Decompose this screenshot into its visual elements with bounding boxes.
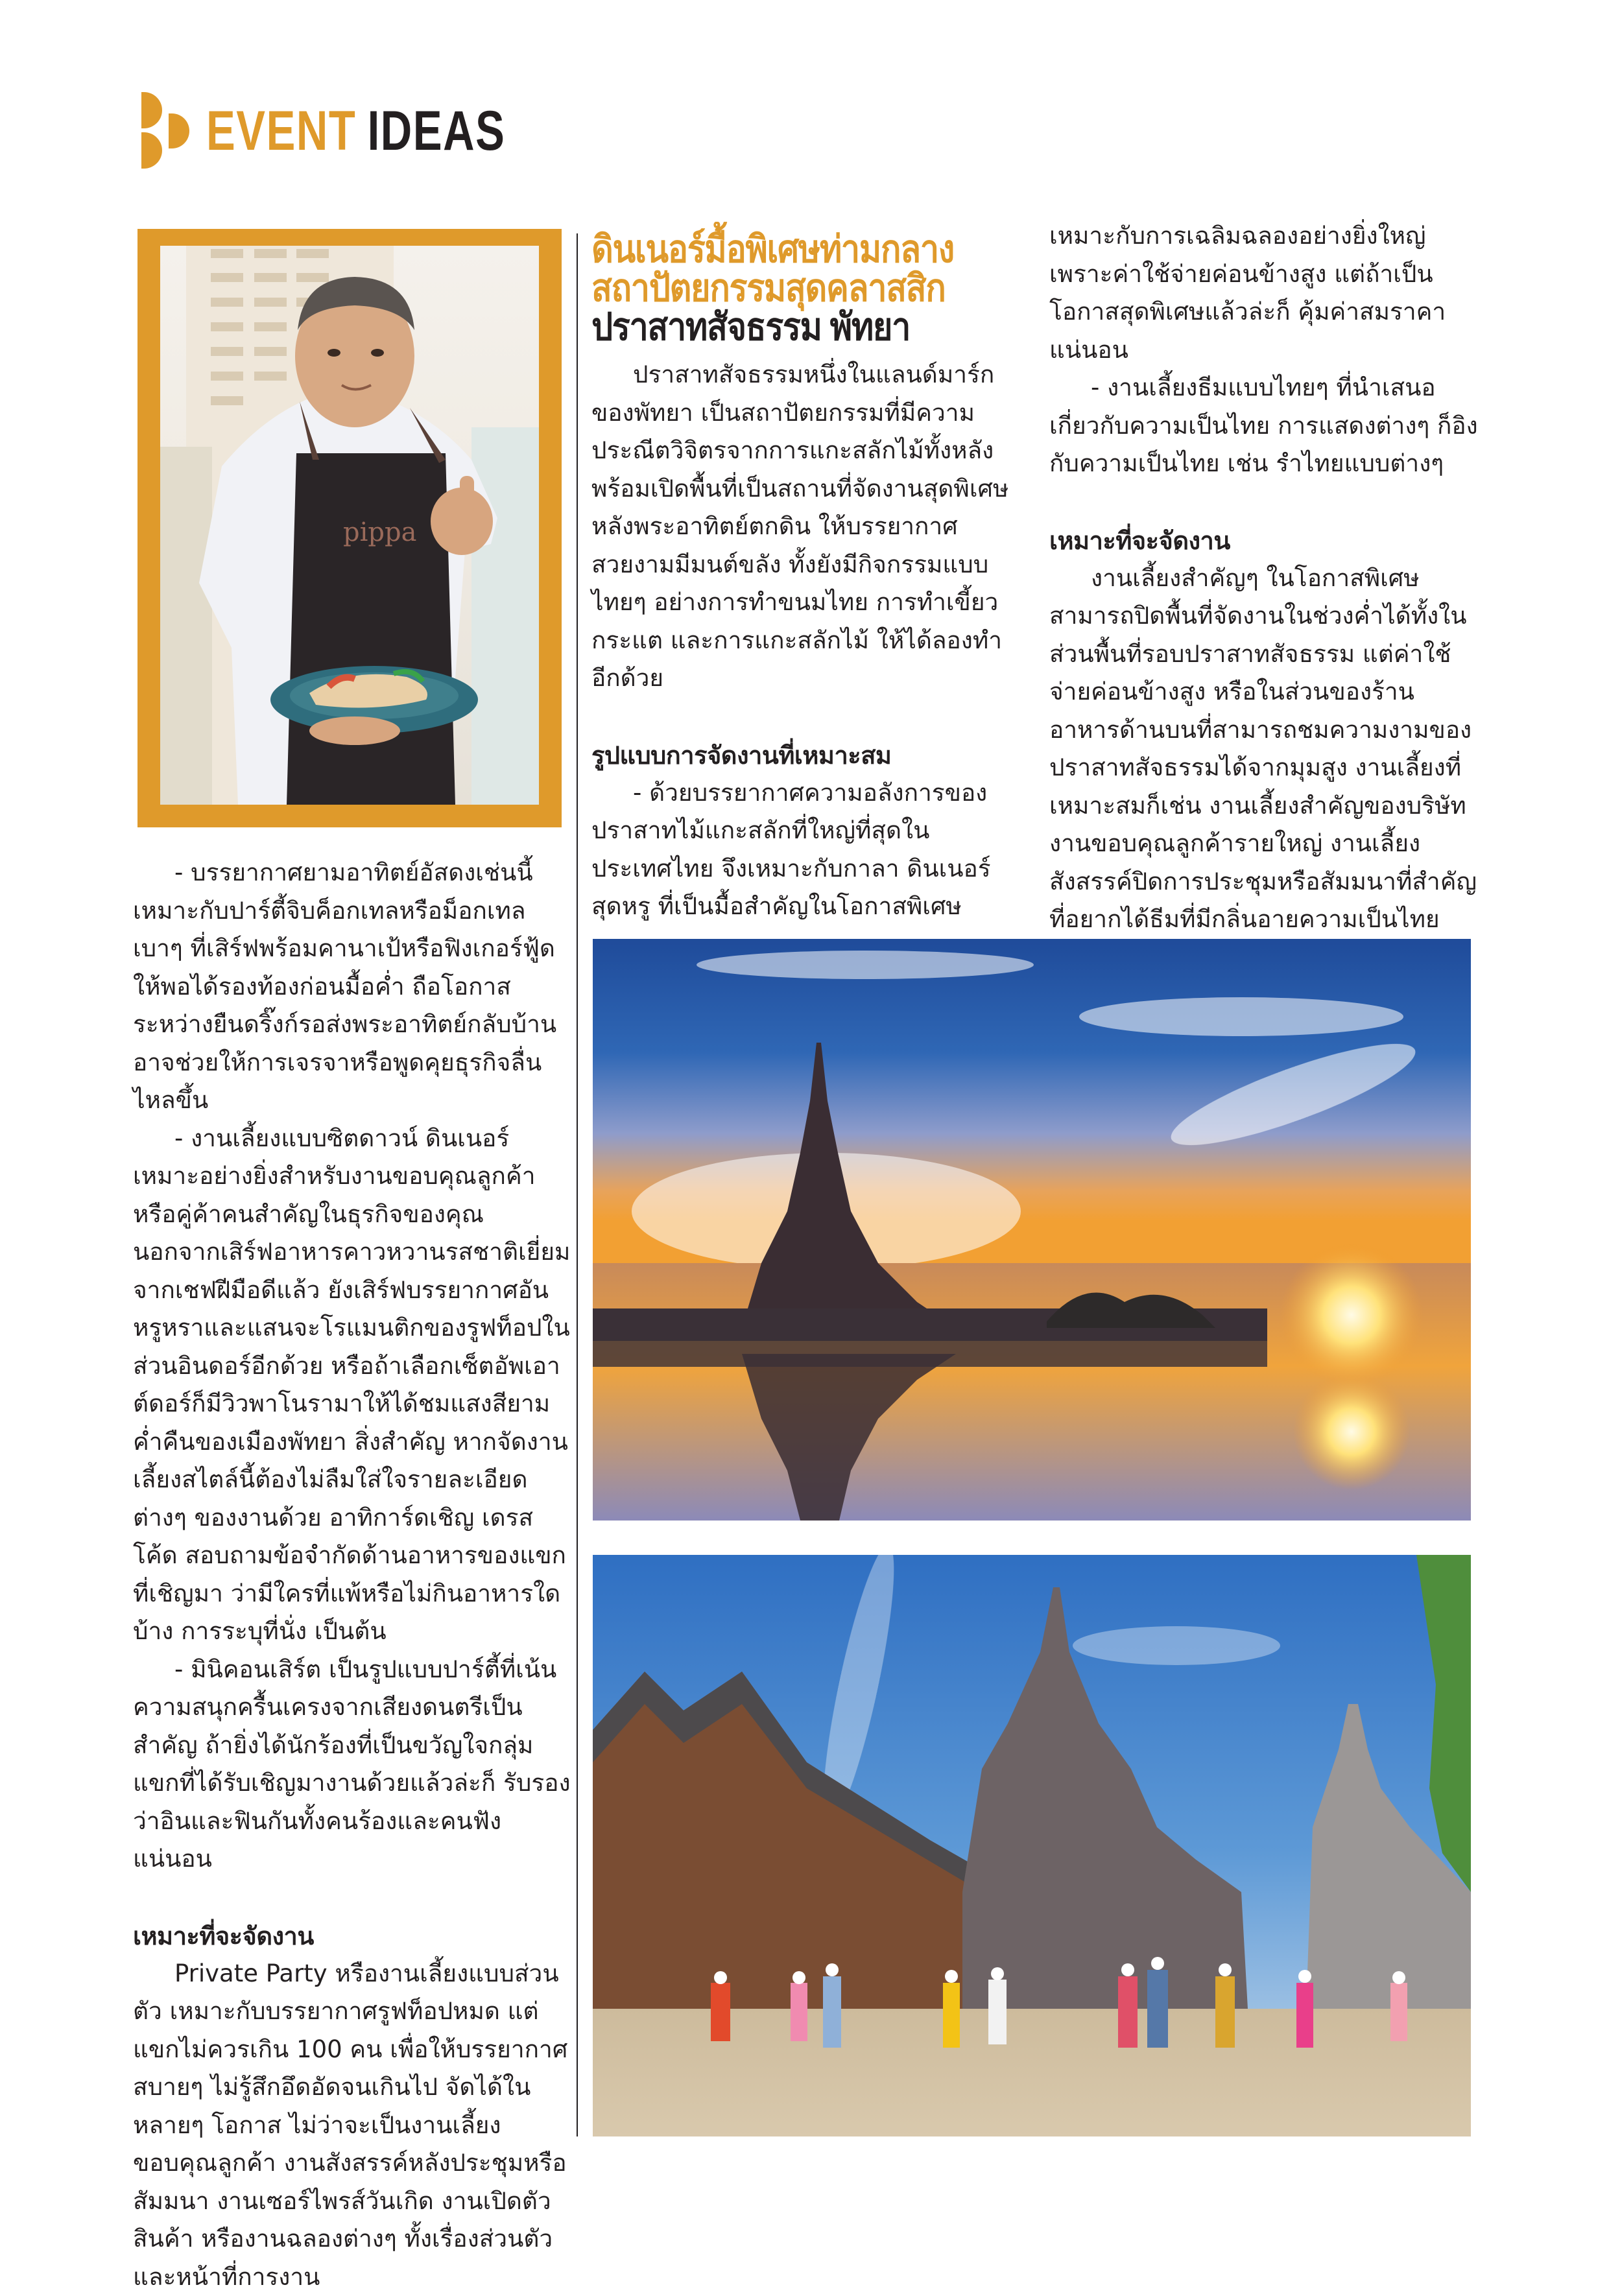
article-title-line1: ดินเนอร์มื้อพิเศษท่ามกลาง: [591, 230, 971, 269]
article-column-right: [1049, 217, 1481, 939]
article-column-middle: [591, 230, 1013, 926]
chef-photo-frame: [137, 229, 562, 827]
article-title-line3: ปราสาทสัจธรรม พัทยา: [591, 308, 971, 347]
brand-word-event: EVENT: [206, 100, 356, 162]
article-column-left: [133, 854, 574, 2296]
apron-text: pippa: [343, 517, 416, 547]
brand-wordmark: [206, 103, 505, 159]
column-divider: [577, 233, 578, 2136]
chef-photo: [160, 246, 539, 805]
section-formats-para1-continued: เหมาะกับการเฉลิมฉลองอย่างยิ่งใหญ่ เพราะค่าใช้จ่ายค่อนข้างสูง แต่ถ้าเป็นโอกาสสุดพิเศษแล้วล่ะก็ คุ้มค่าสมราคาแน่นอน: [1049, 217, 1481, 369]
left-para-mini-concert: - มินิคอนเสิร์ต เป็นรูปแบบปาร์ตี้ที่เน้นความสนุกครื้นเครงจากเสียงดนตรีเป็นสำคัญ ถ้ายิ่งได้นักร้องที่เป็นขวัญใจกลุ่มแขกที่ได้รับเชิญมางานด้วยแล้วล่ะก็ รับรองว่าอินและฟินกันทั้งคนร้องและคนฟังแน่นอน: [133, 1651, 574, 1878]
article-title-line2: สถาปัตยกรรมสุดคลาสสิก: [591, 269, 971, 308]
sunset-temple-photo: [593, 939, 1471, 1521]
temple-tourists-photo: [593, 1555, 1471, 2136]
brand-word-ideas: IDEAS: [368, 100, 506, 162]
section-heading-suitable-events: เหมาะที่จะจัดงาน: [1049, 522, 1481, 560]
left-para-sunset: - บรรยากาศยามอาทิตย์อัสดงเช่นนี้ เหมาะกับปาร์ตี้จิบค็อกเทลหรือม็อกเทลเบาๆ ที่เสิร์ฟพร้อมคานาเป้หรือฟิงเกอร์ฟู้ดให้พอได้รองท้องก่อนมื้อค่ำ ถือโอกาสระหว่างยืนดริ๊งก์รอส่งพระอาทิตย์กลับบ้านอาจช่วยให้การเจรจาหรือพูดคุยธุรกิจลื่นไหลขึ้น: [133, 854, 574, 1120]
brand-logo: [141, 92, 590, 170]
article-title: [591, 230, 971, 347]
left-heading-suitable-events: เหมาะที่จะจัดงาน: [133, 1917, 574, 1955]
section-formats-para2: - งานเลี้ยงธีมแบบไทยๆ ที่นำเสนอเกี่ยวกับความเป็นไทย การแสดงต่างๆ ก็อิงกับความเป็นไทย เช่น รำไทยแบบต่างๆ: [1049, 369, 1481, 483]
article-intro: ปราสาทสัจธรรมหนึ่งในแลนด์มาร์กของพัทยา เป็นสถาปัตยกรรมที่มีความประณีตวิจิตรจากการแกะสลักไม้ทั้งหลัง พร้อมเปิดพื้นที่เป็นสถานที่จัดงานสุดพิเศษหลังพระอาทิตย์ตกดิน ให้บรรยากาศสวยงามมีมนต์ขลัง ทั้งยังมีกิจกรรมแบบไทยๆ อย่างการทำขนมไทย การทำเขี้ยวกระแต และการแกะสลักไม้ ให้ได้ลองทำอีกด้วย: [591, 356, 1013, 698]
left-para-private-party: Private Party หรืองานเลี้ยงแบบส่วนตัว เหมาะกับบรรยากาศรูฟท็อปหมด แต่แขกไม่ควรเกิน 100 คน เพื่อให้บรรยากาศสบายๆ ไม่รู้สึกอึดอัดจนเกินไป จัดได้ในหลายๆ โอกาส ไม่ว่าจะเป็นงานเลี้ยงขอบคุณลูกค้า งานสังสรรค์หลังประชุมหรือสัมมนา งานเซอร์ไพรส์วันเกิด งานเปิดตัวสินค้า หรืองานฉลองต่างๆ ทั้งเรื่องส่วนตัวและหน้าที่การงาน: [133, 1955, 574, 2296]
section-heading-formats: รูปแบบการจัดงานที่เหมาะสม: [591, 737, 1013, 774]
section-suitable-events-para: งานเลี้ยงสำคัญๆ ในโอกาสพิเศษ สามารถปิดพื้นที่จัดงานในช่วงค่ำได้ทั้งในส่วนพื้นที่รอบปราสาทสัจธรรม แต่ค่าใช้จ่ายค่อนข้างสูง หรือในส่วนของร้านอาหารด้านบนที่สามารถชมความงามของปราสาทสัจธรรมได้จากมุมสูง งานเลี้ยงที่เหมาะสมก็เช่น งานเลี้ยงสำคัญของบริษัท งานขอบคุณลูกค้ารายใหญ่ งานเลี้ยงสังสรรค์ปิดการประชุมหรือสัมมนาที่สำคัญ ที่อยากได้ธีมที่มีกลิ่นอายความเป็นไทย: [1049, 560, 1481, 939]
left-para-sitdown-dinner: - งานเลี้ยงแบบซิตดาวน์ ดินเนอร์ เหมาะอย่างยิ่งสำหรับงานขอบคุณลูกค้าหรือคู่ค้าคนสำคัญในธุรกิจของคุณ นอกจากเสิร์ฟอาหารคาวหวานรสชาติเยี่ยมจากเชฟฝีมือดีแล้ว ยังเสิร์ฟบรรยากาศอันหรูหราและแสนจะโรแมนติกของรูฟท็อปในส่วนอินดอร์อีกด้วย หรือถ้าเลือกเซ็ตอัพเอาต์ดอร์ก็มีวิวพาโนรามาให้ได้ชมแสงสียามค่ำคืนของเมืองพัทยา สิ่งสำคัญ หากจัดงานเลี้ยงสไตล์นี้ต้องไม่ลืมใส่ใจรายละเอียดต่างๆ ของงานด้วย อาทิการ์ดเชิญ เดรสโค้ด สอบถามข้อจำกัดด้านอาหารของแขกที่เชิญมา ว่ามีใครที่แพ้หรือไม่กินอาหารใดบ้าง การระบุที่นั่ง เป็นต้น: [133, 1120, 574, 1651]
section-formats-para1: - ด้วยบรรยากาศความอลังการของปราสาทไม้แกะสลักที่ใหญ่ที่สุดในประเทศไทย จึงเหมาะกับกาลา ดินเนอร์สุดหรู ที่เป็นมื้อสำคัญในโอกาสพิเศษ: [591, 774, 1013, 926]
b-dots-logo-icon: [141, 92, 200, 170]
